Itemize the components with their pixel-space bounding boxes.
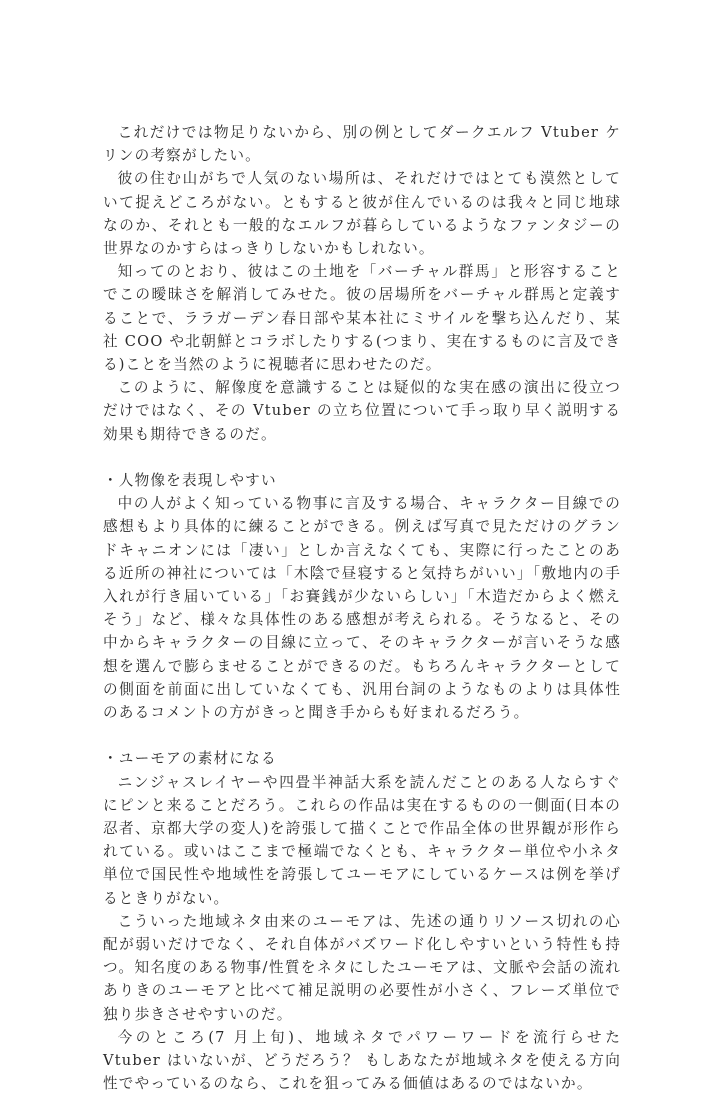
document-page xyxy=(103,121,621,1096)
paragraph: 知ってのとおり、彼はこの土地を「バーチャル群馬」と形容することでこの曖昧さを解消してみせた。彼の居場所をバーチャル群馬と定義することで、ララガーデン春日部や某本社にミサイルを撃ち込んだり、某社 COO や北朝鮮とコラボしたりする(つまり、実在するものに言及できる)ことを当然のように視聴者に思わせたのだ。 xyxy=(103,263,621,374)
section-spacer xyxy=(103,724,621,747)
section-heading: ・ユーモアの素材になる xyxy=(103,750,277,768)
paragraph: 中の人がよく知っている物事に言及する場合、キャラクター目線での感想もより具体的に練ることができる。例えば写真で見ただけのグランドキャニオンには「凄い」としか言えなくても、実際に行ったことのある近所の神社については「木陰で昼寝すると気持ちがいい」「敷地内の手入れが行き届いている」「お賽銭が少ないらしい」「木造だからよく燃えそう」など、様々な具体性のある感想が考えられる。そうなると、その中からキャラクターの目線に立って、そのキャラクターが言いそうな感想を選んで膨らませることができるのだ。もちろんキャラクターとしての側面を前面に出していなくても、汎用台詞のようなものよりは具体性のあるコメントの方がきっと聞き手からも好まれるだろう。 xyxy=(103,495,621,722)
section-spacer xyxy=(103,446,621,469)
section-heading: ・人物像を表現しやすい xyxy=(103,472,277,490)
paragraph: ニンジャスレイヤーや四畳半神話大系を読んだことのある人ならすぐにピンと来ることだろう。これらの作品は実在するものの一側面(日本の忍者、京都大学の変人)を誇張して描くことで作品全体の世界観が形作られている。或いはここまで極端でなくとも、キャラクター単位や小ネタ単位で国民性や地域性を誇張してユーモアにしているケースは例を挙げるときりがない。 xyxy=(103,773,621,907)
paragraph: 彼の住む山がちで人気のない場所は、それだけではとても漠然としていて捉えどころがない。ともすると彼が住んでいるのは我々と同じ地球なのか、それとも一般的なエルフが暮らしているようなファンタジーの世界なのかすらはっきりしないかもしれない。 xyxy=(103,170,621,258)
paragraph: 今のところ(7 月上旬)、地域ネタでパワーワードを流行らせた Vtuber はいないが、どうだろう？ もしあなたが地域ネタを使える方向性でやっているのなら、これを狙ってみる価値はあるのではないか。 xyxy=(103,1028,621,1093)
paragraph: このように、解像度を意識することは疑似的な実在感の演出に役立つだけではなく、その Vtuber の立ち位置について手っ取り早く説明する効果も期待できるのだ。 xyxy=(103,379,621,443)
paragraph: こういった地域ネタ由来のユーモアは、先述の通りリソース切れの心配が弱いだけでなく、それ自体がバズワード化しやすいという特性も持つ。知名度のある物事/性質をネタにしたユーモアは、文脈や会話の流れありきのユーモアと比べて補足説明の必要性が小さく、フレーズ単位で独り歩きさせやすいのだ。 xyxy=(103,912,621,1023)
paragraph: これだけでは物足りないから、別の例としてダークエルフ Vtuber ケリンの考察がしたい。 xyxy=(103,124,621,165)
